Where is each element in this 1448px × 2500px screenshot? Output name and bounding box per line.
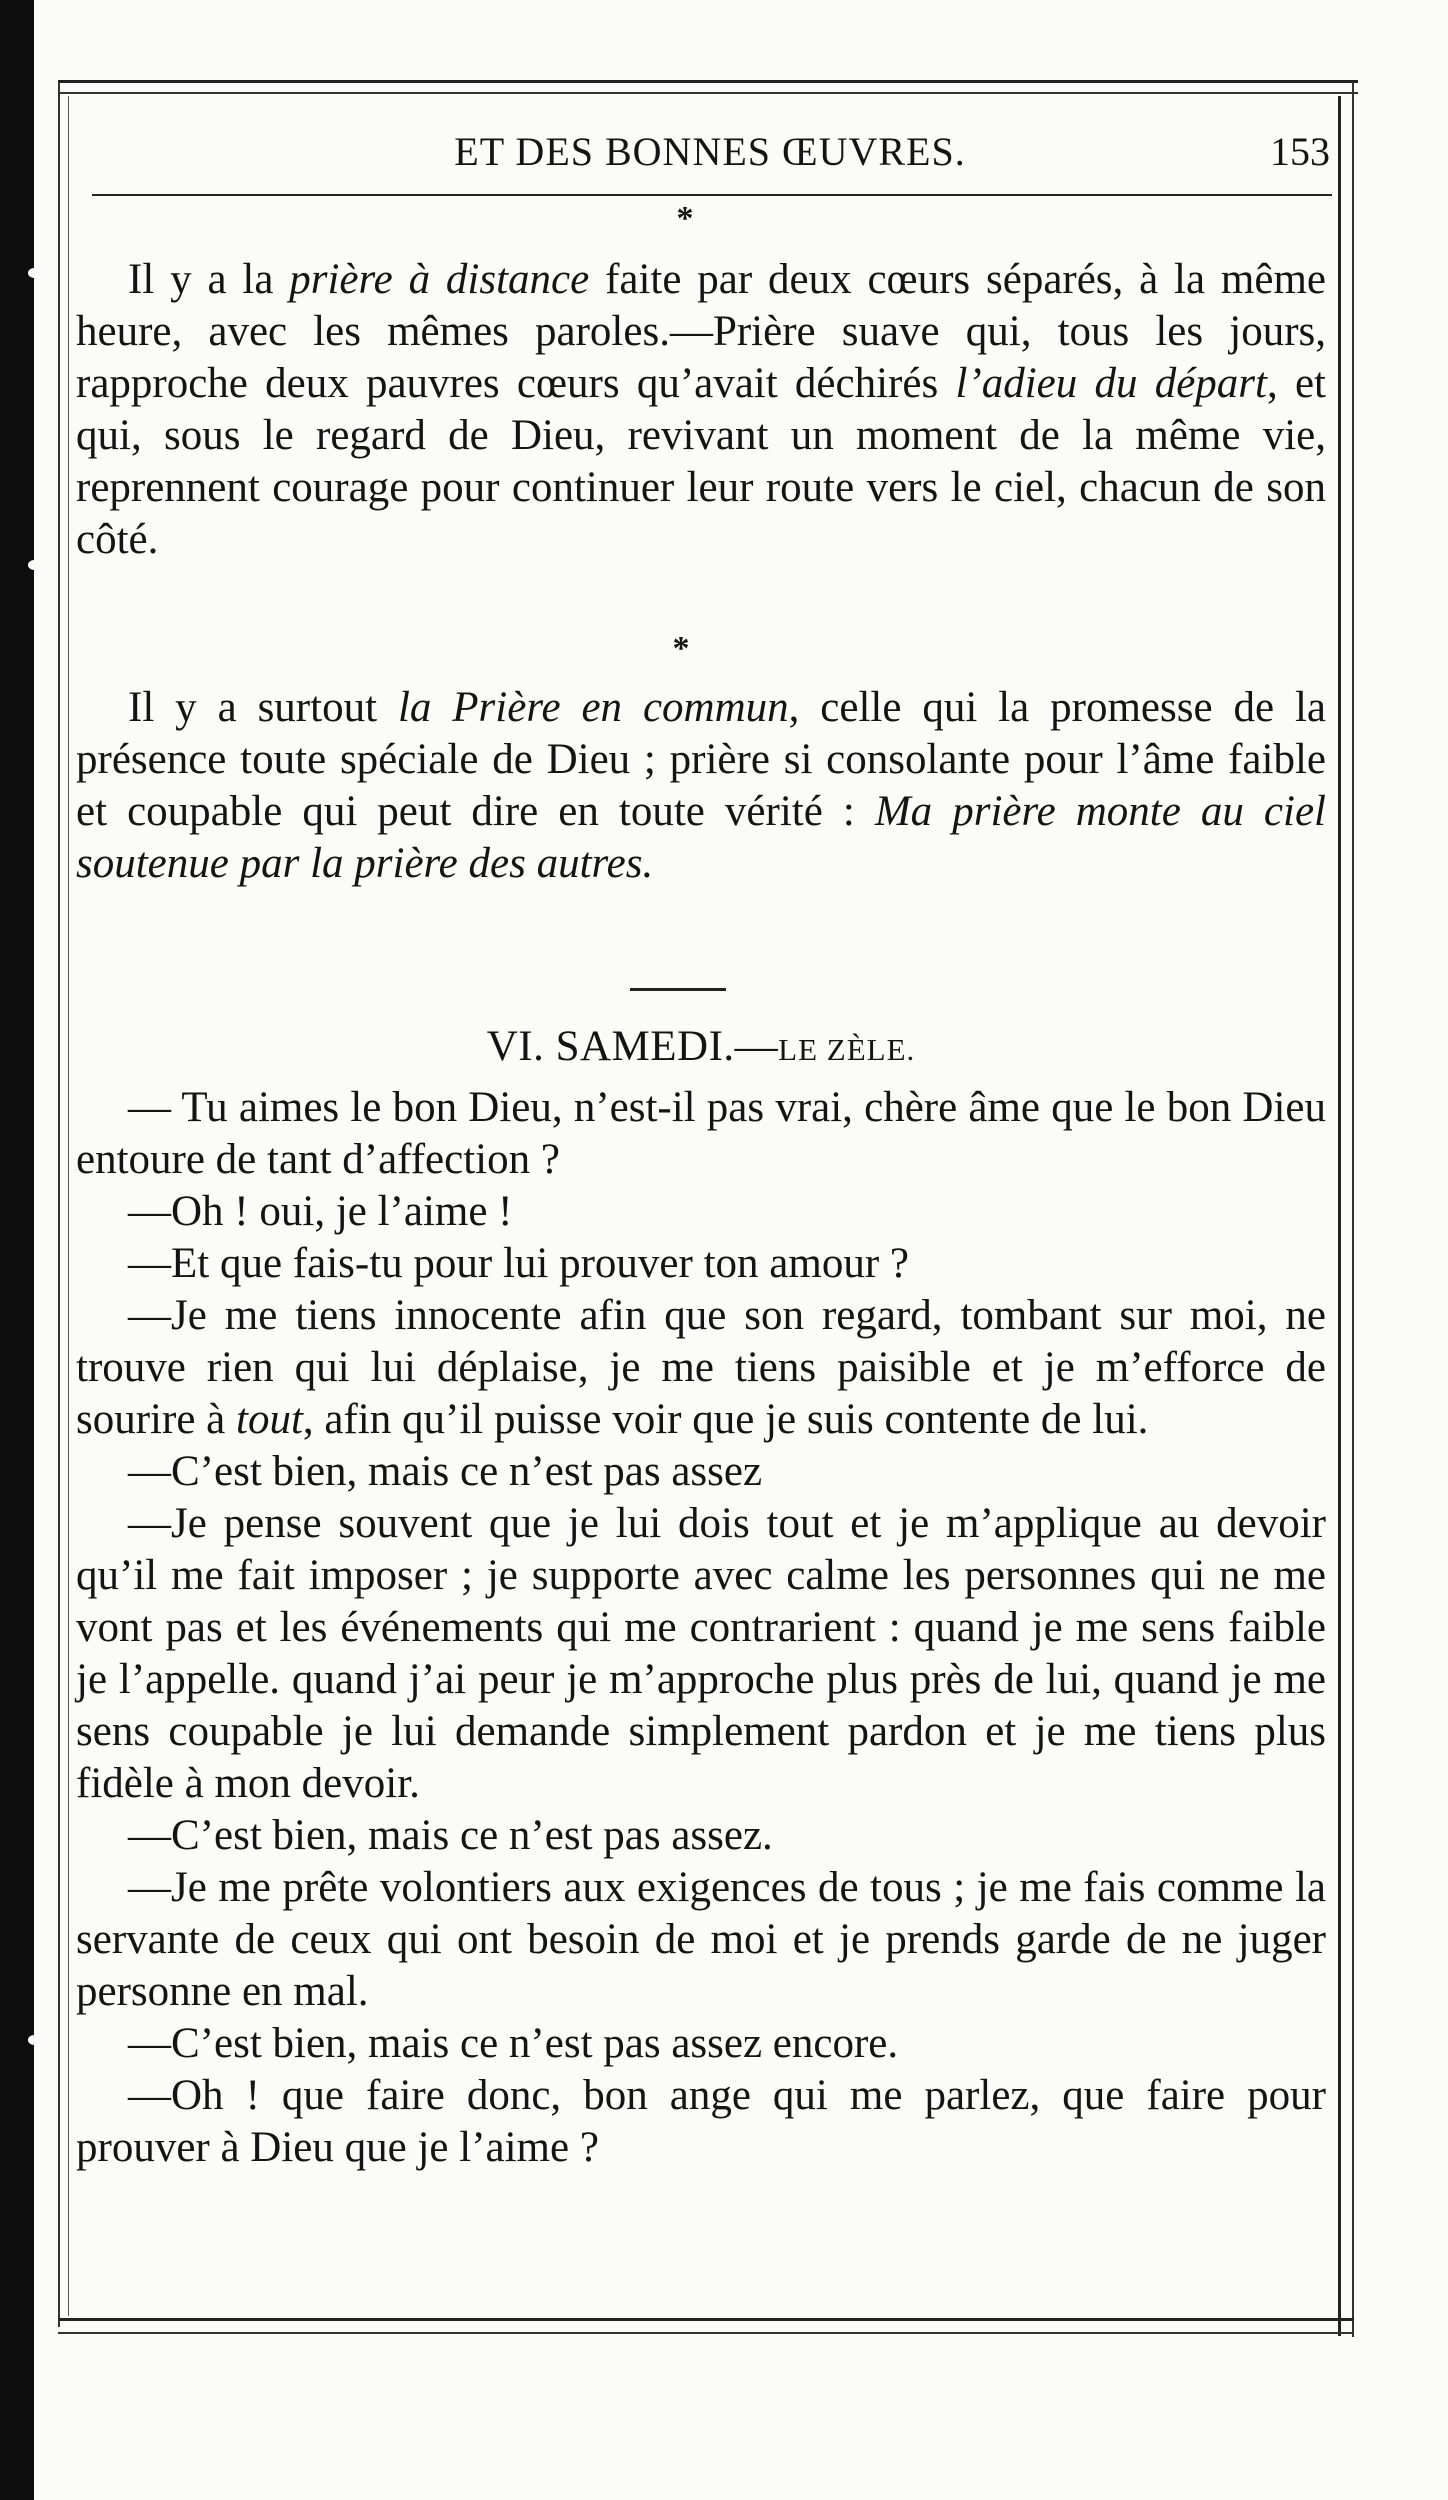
frame-rule-bottom-inner xyxy=(58,2318,1354,2321)
dialogue-text: , afin qu’il puisse voir que je suis contente de lui. xyxy=(302,1396,1149,1443)
dialogue-line: —Et que fais-tu pour lui prouver ton amour ? xyxy=(128,1240,909,1287)
frame-rule-left-inner xyxy=(68,96,69,2316)
dialogue-line: —C’est bien, mais ce n’est pas assez xyxy=(128,1448,763,1495)
page-header xyxy=(90,128,1330,184)
dialogue-line xyxy=(76,1290,1326,1446)
dialogue-line: —Je pense souvent que je lui dois tout et je m’applique au devoir qu’il me fait imposer ; je supporte avec calme les personnes qui ne me vont pas et les événements qui me contrarient : quand je me sens faible je l’appelle. quand j’ai peur je m’approche plus près de lui, quand je me sens coupable je lui demande simplement pardon et je me tiens plus fidèle à mon devoir. xyxy=(76,1500,1326,1807)
asterisk-separator: * xyxy=(672,630,690,667)
dialogue-line: — Tu aimes le bon Dieu, n’est-il pas vrai, chère âme que le bon Dieu entoure de tant d’affection ? xyxy=(76,1084,1326,1183)
header-rule xyxy=(92,194,1332,196)
frame-rule-right xyxy=(1352,82,1354,2337)
section-rule xyxy=(630,988,726,991)
dialogue-line: —C’est bien, mais ce n’est pas assez encore. xyxy=(128,2020,899,2067)
dialogue-block xyxy=(76,1082,1326,2174)
paragraph-text: faite par deux cœurs séparés, à la même heure, avec les mêmes paroles.—Prière suave qui, tous les jours, rapproche deux pauvres cœurs qu’avait déchirés xyxy=(76,256,1326,407)
paragraph-text: Il y a surtout xyxy=(128,684,398,731)
dialogue-text: —Je me tiens innocente afin que son regard, tombant sur moi, ne trouve rien qui lui déplaise, je me tiens paisible et je m’efforce de sourire à xyxy=(76,1292,1326,1443)
binding-notch xyxy=(28,268,40,278)
binding-notch xyxy=(28,560,40,570)
paragraph-emphasis: prière à distance xyxy=(289,256,590,303)
page-number: 153 xyxy=(1270,129,1330,174)
section-title-text: VI. SAMEDI.— xyxy=(486,1023,779,1070)
section-title xyxy=(76,1022,1326,1071)
paragraph-text: , celle qui la promesse de la présence toute spéciale de Dieu ; prière si consolante pour l’âme faible et coupable qui peut dire en toute vérité : xyxy=(76,684,1326,835)
dialogue-line: —Je me prête volontiers aux exigences de tous ; je me fais comme la servante de ceux qui ont besoin de moi et je prends garde de ne juger personne en mal. xyxy=(76,1864,1326,2015)
binding-notch xyxy=(28,2035,40,2045)
frame-rule-left xyxy=(58,82,60,2327)
dialogue-line: —C’est bien, mais ce n’est pas assez. xyxy=(128,1812,773,1859)
dialogue-line: —Oh ! oui, je l’aime ! xyxy=(128,1188,513,1235)
paragraph-priere-en-commun xyxy=(76,682,1326,890)
book-binding-edge xyxy=(0,0,34,2500)
asterisk-separator: * xyxy=(676,200,694,237)
frame-rule-right-inner xyxy=(1338,96,1341,2336)
paragraph-text: Il y a la xyxy=(128,256,290,303)
dialogue-emphasis: tout xyxy=(236,1396,303,1443)
frame-rule-top xyxy=(58,80,1358,83)
section-subtitle: LE ZÈLE. xyxy=(778,1032,916,1067)
paragraph-emphasis: Ma prière monte au ciel soutenue par la prière des autres. xyxy=(76,788,1326,887)
frame-rule-top-inner xyxy=(58,92,1358,94)
dialogue-line: —Oh ! que faire donc, bon ange qui me parlez, que faire pour prouver à Dieu que je l’aime ? xyxy=(76,2072,1326,2171)
paragraph-priere-a-distance xyxy=(76,254,1326,566)
paragraph-emphasis: la Prière en commun xyxy=(397,684,789,731)
paragraph-text: , et qui, sous le regard de Dieu, revivant un moment de la même vie, reprennent courage pour continuer leur route vers le ciel, chacun de son côté. xyxy=(76,360,1326,563)
paragraph-emphasis: l’adieu du départ xyxy=(955,360,1267,407)
frame-rule-bottom xyxy=(58,2332,1354,2334)
running-head: ET DES BONNES ŒUVRES. xyxy=(454,129,966,174)
